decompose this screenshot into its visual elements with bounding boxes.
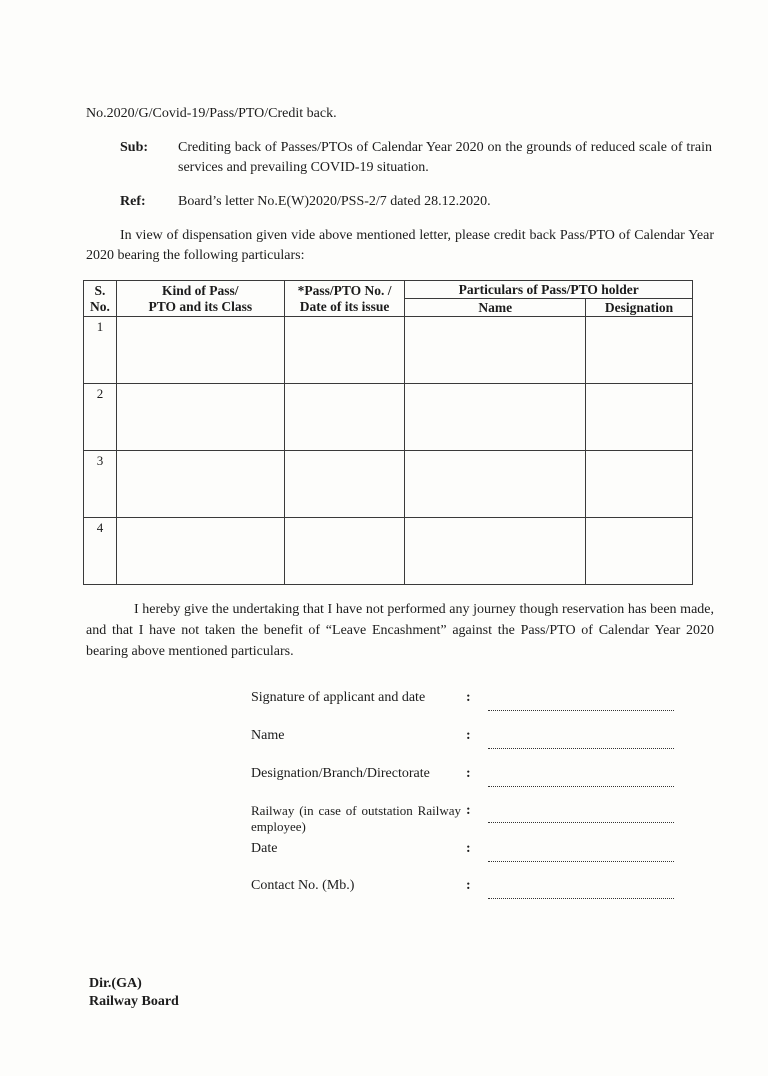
name-label: Name <box>251 728 285 743</box>
table-header-row <box>84 281 693 299</box>
cell-kind[interactable] <box>116 317 284 384</box>
header-kind-line2: PTO and its Class <box>148 298 253 314</box>
cell-designation[interactable] <box>586 384 693 451</box>
cell-name[interactable] <box>405 384 586 451</box>
signature-label: Signature of applicant and date <box>251 690 426 705</box>
header-kind-line1: Kind of Pass/ <box>162 282 239 298</box>
table-row <box>84 518 693 585</box>
header-sno <box>84 281 117 317</box>
header-sno-line1: S. <box>94 282 106 298</box>
signatory-block <box>89 975 179 1011</box>
designation-colon: : <box>466 766 471 781</box>
cell-kind[interactable] <box>116 518 284 585</box>
cell-passno[interactable] <box>284 384 405 451</box>
row-sno: 1 <box>84 317 117 384</box>
cell-kind[interactable] <box>116 451 284 518</box>
table-row <box>84 384 693 451</box>
cell-kind[interactable] <box>116 384 284 451</box>
date-input[interactable] <box>488 861 674 862</box>
railway-input[interactable] <box>488 822 674 823</box>
cell-name[interactable] <box>405 451 586 518</box>
signatory-title: Dir.(GA) <box>89 976 142 991</box>
designation-label: Designation/Branch/Directorate <box>251 766 430 781</box>
contact-colon: : <box>466 878 471 893</box>
table-row <box>84 317 693 384</box>
reference-label: Ref: <box>120 194 146 209</box>
pass-particulars-table <box>83 280 693 585</box>
header-particulars: Particulars of Pass/PTO holder <box>405 281 693 299</box>
header-passno <box>284 281 405 317</box>
header-passno-line1: *Pass/PTO No. / <box>297 282 392 298</box>
header-sno-line2: No. <box>90 298 110 314</box>
header-designation: Designation <box>586 299 693 317</box>
signatory-organisation: Railway Board <box>89 994 179 1009</box>
subject-text: Crediting back of Passes/PTOs of Calendar Year 2020 on the grounds of reduced scale of train services and prevailing COVID-19 situation. <box>178 140 712 175</box>
row-sno: 4 <box>84 518 117 585</box>
header-name: Name <box>405 299 586 317</box>
railway-label: Railway (in case of outstation Railway employee) <box>251 803 461 834</box>
undertaking-paragraph: I hereby give the undertaking that I have not performed any journey though reservation has been made, and that I have not taken the benefit of “Leave Encashment” against the Pass/PTO of Calendar Year 2020 bearing above mentioned particulars. <box>86 602 714 659</box>
intro-paragraph: In view of dispensation given vide above mentioned letter, please credit back Pass/PTO of Calendar Year 2020 bearing the following particulars: <box>86 228 714 263</box>
contact-label: Contact No. (Mb.) <box>251 878 355 893</box>
date-label: Date <box>251 841 278 856</box>
cell-name[interactable] <box>405 518 586 585</box>
letter-reference-number: No.2020/G/Covid-19/Pass/PTO/Credit back. <box>86 106 337 121</box>
cell-passno[interactable] <box>284 518 405 585</box>
signature-input[interactable] <box>488 710 674 711</box>
reference-text: Board’s letter No.E(W)2020/PSS-2/7 dated 28.12.2020. <box>178 194 491 209</box>
header-kind <box>116 281 284 317</box>
cell-designation[interactable] <box>586 518 693 585</box>
row-sno: 2 <box>84 384 117 451</box>
name-colon: : <box>466 728 471 743</box>
table-row <box>84 451 693 518</box>
railway-colon: : <box>466 803 471 818</box>
contact-input[interactable] <box>488 898 674 899</box>
name-input[interactable] <box>488 748 674 749</box>
cell-designation[interactable] <box>586 317 693 384</box>
cell-passno[interactable] <box>284 317 405 384</box>
designation-input[interactable] <box>488 786 674 787</box>
date-colon: : <box>466 841 471 856</box>
cell-designation[interactable] <box>586 451 693 518</box>
cell-passno[interactable] <box>284 451 405 518</box>
cell-name[interactable] <box>405 317 586 384</box>
subject-label: Sub: <box>120 140 149 155</box>
signature-colon: : <box>466 690 471 705</box>
header-passno-line2: Date of its issue <box>299 298 390 314</box>
row-sno: 3 <box>84 451 117 518</box>
